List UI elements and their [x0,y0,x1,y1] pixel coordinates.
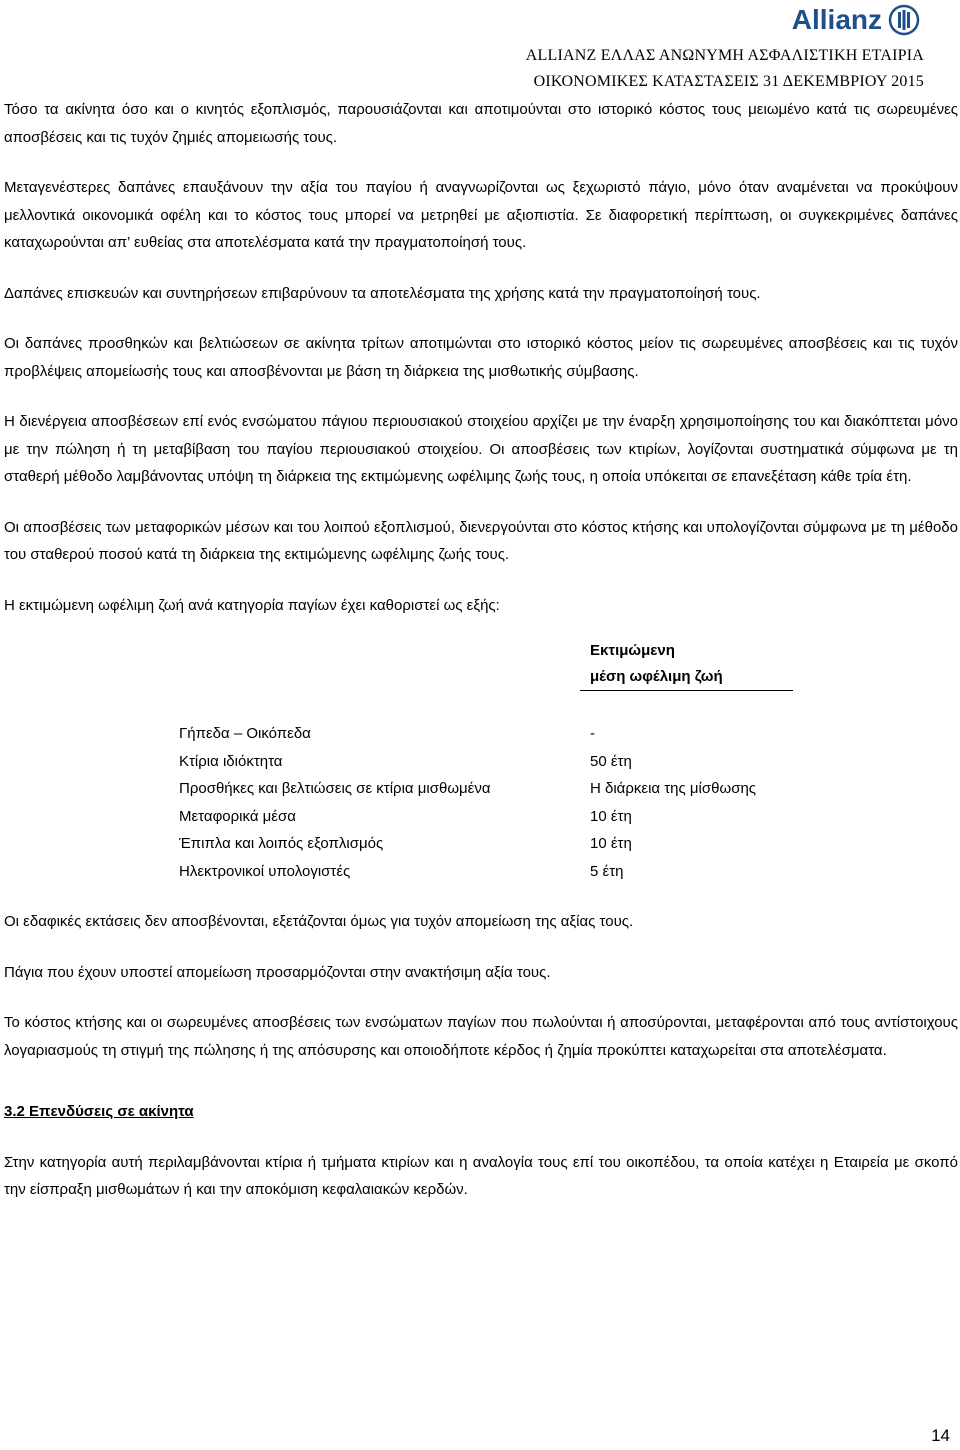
company-logo [792,4,920,36]
table-row [4,720,958,748]
table-header-line-1: Εκτιμώμενη [590,642,675,659]
paragraph: Δαπάνες επισκευών και συντηρήσεων επιβαρύνουν τα αποτελέσματα της χρήσης κατά την πραγματοποίησή τους. [4,284,761,302]
table-row [4,748,958,776]
table-row [4,803,958,831]
useful-life-value: - [590,725,595,742]
asset-category: Κτίρια ιδιόκτητα [179,752,283,770]
useful-life-table [4,720,958,885]
page-number: 14 [931,1426,950,1445]
useful-life-table-header [4,637,958,711]
section-heading: 3.2 Επενδύσεις σε ακίνητα [4,1103,194,1120]
table-header-line-2: μέση ωφέλιμη ζωή [590,668,723,685]
logo-text: Allianz [791,4,882,35]
asset-category: Γήπεδα – Οικόπεδα [179,725,311,742]
asset-category: Προσθήκες και βελτιώσεις σε κτίρια μισθωμένα [179,780,491,797]
useful-life-value: 5 έτη [590,862,624,880]
document-subtitle: ΟΙΚΟΝΟΜΙΚΕΣ ΚΑΤΑΣΤΑΣΕΙΣ 31 ΔΕΚΕΜΒΡΙΟΥ 2015 [533,73,924,90]
paragraph: Το κόστος κτήσης και οι σωρευμένες αποσβέσεις των ενσώματων παγίων που πωλούνται ή αποσύρονται, μεταφέρονται από τους αντίστοιχους λογαριασμούς τη στιγμή της πώλησης ή της απόσυρσης και οποιοδήποτε κέρδος ή ζημία προκύπτει καταχωρείται στα αποτελέσματα. [4,1014,958,1059]
useful-life-value: 10 έτη [590,807,632,825]
paragraph: Τόσο τα ακίνητα όσο και ο κινητός εξοπλισμός, παρουσιάζονται και αποτιμούνται στο ιστορικό κόστος τους μειωμένο κατά τις σωρευμένες αποσβέσεις και τις τυχόν ζημιές απομειωσής τους. [4,101,958,146]
paragraph: Οι εδαφικές εκτάσεις δεν αποσβένονται, εξετάζονται όμως για τυχόν απομείωση της αξίας τους. [4,913,634,930]
company-name: ALLIANZ ΕΛΛΑΣ ΑΝΩΝΥΜΗ ΑΣΦΑΛΙΣΤΙΚΗ ΕΤΑΙΡΙΑ [525,47,924,64]
asset-category: Έπιπλα και λοιπός εξοπλισμός [179,835,384,852]
useful-life-value: 50 έτη [590,752,632,770]
table-header-underline [580,690,793,691]
useful-life-value: Η διάρκεια της μίσθωσης [590,780,757,797]
asset-category: Μεταφορικά μέσα [179,807,296,825]
document-body [4,96,958,1204]
paragraph: Η διενέργεια αποσβέσεων επί ενός ενσώματου πάγιου περιουσιακού στοιχείου αρχίζει με την έναρξη χρησιμοποίησης του και διακόπτεται μόνο με την πώληση ή τη μεταβίβαση του παγίου περιουσιακού στοιχείου. Οι αποσβέσεις των κτιρίων, λογίζονται συστηματικά σύμφωνα με τη σταθερή μέθοδο λαμβάνοντας υπόψη τη διάρκεια της εκτιμώμενης ωφέλιμης ζωής τους, η οποία υπόκειται σε επανεξέταση κάθε τρία έτη. [4,413,958,485]
paragraph: Πάγια που έχουν υποστεί απομείωση προσαρμόζονται στην ανακτήσιμη αξία τους. [4,963,551,981]
table-row [4,775,958,803]
paragraph: Η εκτιμώμενη ωφέλιμη ζωή ανά κατηγορία παγίων έχει καθοριστεί ως εξής: [4,596,500,614]
paragraph: Στην κατηγορία αυτή περιλαμβάνονται κτίρια ή τμήματα κτιρίων και η αναλογία τους επί του οικοπέδου, τα οποία κατέχει η Εταιρεία με σκοπό την είσπραξη μισθωμάτων ή και την αποκόμιση κεφαλαιακών κερδών. [4,1153,958,1198]
allianz-eagle-icon [888,4,920,36]
useful-life-value: 10 έτη [590,835,632,852]
paragraph: Οι δαπάνες προσθηκών και βελτιώσεων σε ακίνητα τρίτων αποτιμώνται στο ιστορικό κόστος μείον τις σωρευμένες αποσβέσεις και τις τυχόν προβλέψεις απομείωσής τους και αποσβένονται με βάση τη διάρκεια της μισθωτικής σύμβασης. [4,335,958,380]
paragraph: Οι αποσβέσεις των μεταφορικών μέσων και του λοιπού εξοπλισμού, διενεργούνται στο κόστος κτήσης και υπολογίζονται σύμφωνα με τη μέθοδο του σταθερού ποσού κατά τη διάρκεια της εκτιμώμενης ωφέλιμης ζωής τους. [4,518,958,563]
table-row [4,858,958,886]
paragraph: Μεταγενέστερες δαπάνες επαυξάνουν την αξία του παγίου ή αναγνωρίζονται ως ξεχωριστό πάγιο, μόνο όταν αναμένεται να προκύψουν μελλοντικά οικονομικά οφέλη και το κόστος τους μπορεί να μετρηθεί με αξιοπιστία. Σε διαφορετική περίπτωση, οι συγκεκριμένες δαπάνες καταχωρούνται απ’ ευθείας στα αποτελέσματα κατά την πραγματοποίησή τους. [4,179,958,251]
table-row [4,830,958,858]
asset-category: Ηλεκτρονικοί υπολογιστές [179,862,351,880]
